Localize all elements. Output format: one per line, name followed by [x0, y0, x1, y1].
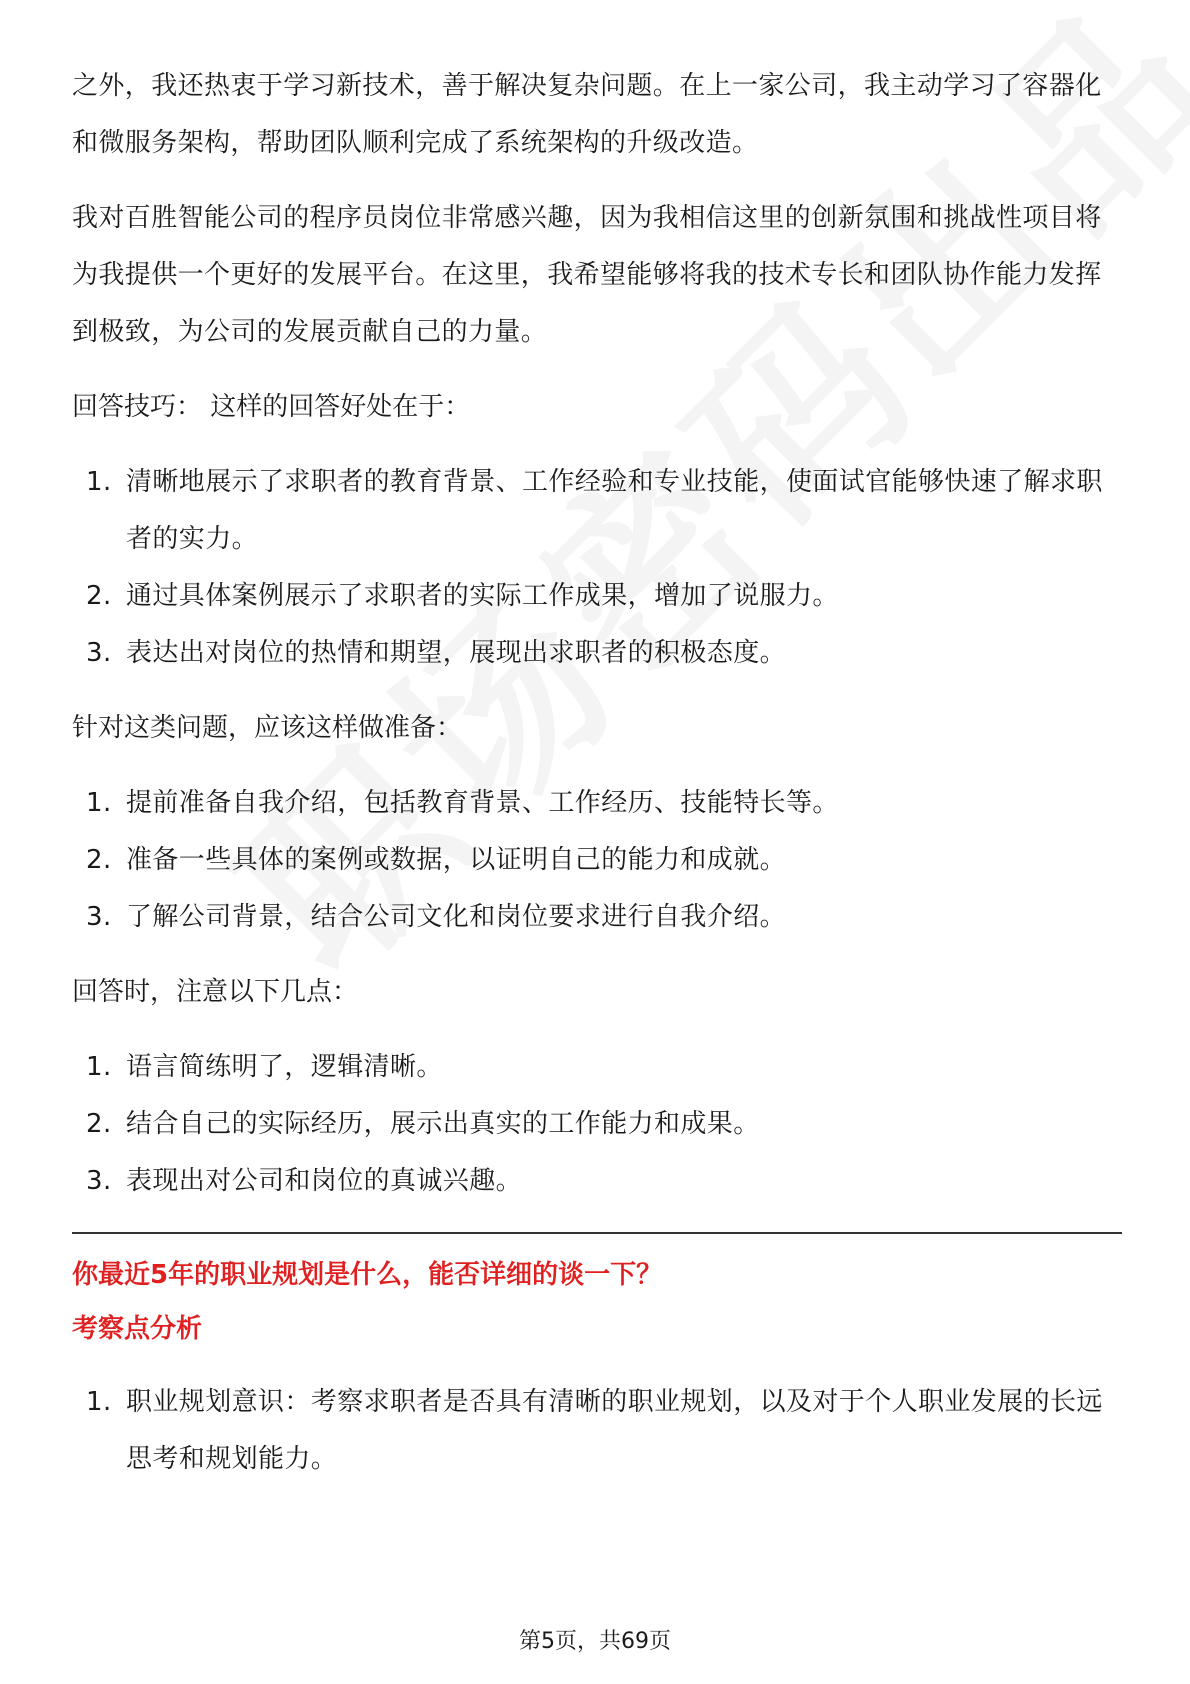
- list-item: 1. 职业规划意识：考察求职者是否具有清晰的职业规划，以及对于个人职业发展的长远思考和规划能力。: [86, 1387, 1103, 1474]
- paragraph-intro-continued: 之外，我还热衷于学习新技术，善于解决复杂问题。在上一家公司，我主动学习了容器化和微服务架构，帮助团队顺利完成了系统架构的升级改造。: [72, 71, 1102, 158]
- prepare-heading: 针对这类问题，应该这样做准备：: [72, 713, 463, 743]
- tips-list: [72, 454, 1122, 682]
- section-divider: [72, 1232, 1122, 1234]
- list-item: 1. 提前准备自我介绍，包括教育背景、工作经历、技能特长等。: [86, 788, 839, 818]
- prepare-list: [72, 775, 1122, 946]
- notes-list: [72, 1039, 1122, 1210]
- list-item: 2. 结合自己的实际经历，展示出真实的工作能力和成果。: [86, 1109, 760, 1139]
- list-item: 1. 语言简练明了，逻辑清晰。: [86, 1052, 443, 1082]
- list-item: 3. 了解公司背景，结合公司文化和岗位要求进行自我介绍。: [86, 902, 787, 932]
- page-number: 第5页，共69页: [519, 1629, 671, 1654]
- list-item: 2. 准备一些具体的案例或数据，以证明自己的能力和成就。: [86, 845, 787, 875]
- document-page: [72, 58, 1122, 1506]
- list-item: 3. 表现出对公司和岗位的真诚兴趣。: [86, 1166, 523, 1196]
- analysis-heading: 考察点分析: [72, 1314, 203, 1344]
- tips-heading: 回答技巧： 这样的回答好处在于：: [72, 392, 471, 422]
- notes-heading: 回答时，注意以下几点：: [72, 977, 359, 1007]
- question-title: 你最近5年的职业规划是什么，能否详细的谈一下？: [72, 1260, 663, 1290]
- paragraph-company-interest: 我对百胜智能公司的程序员岗位非常感兴趣，因为我相信这里的创新氛围和挑战性项目将为我提供一个更好的发展平台。在这里，我希望能够将我的技术专长和团队协作能力发挥到极致，为公司的发展贡献自己的力量。: [72, 203, 1102, 347]
- list-item: 3. 表达出对岗位的热情和期望，展现出求职者的积极态度。: [86, 638, 787, 668]
- list-item: 2. 通过具体案例展示了求职者的实际工作成果，增加了说服力。: [86, 581, 839, 611]
- list-item: 1. 清晰地展示了求职者的教育背景、工作经验和专业技能，使面试官能够快速了解求职者的实力。: [86, 467, 1103, 554]
- analysis-list: [72, 1374, 1122, 1488]
